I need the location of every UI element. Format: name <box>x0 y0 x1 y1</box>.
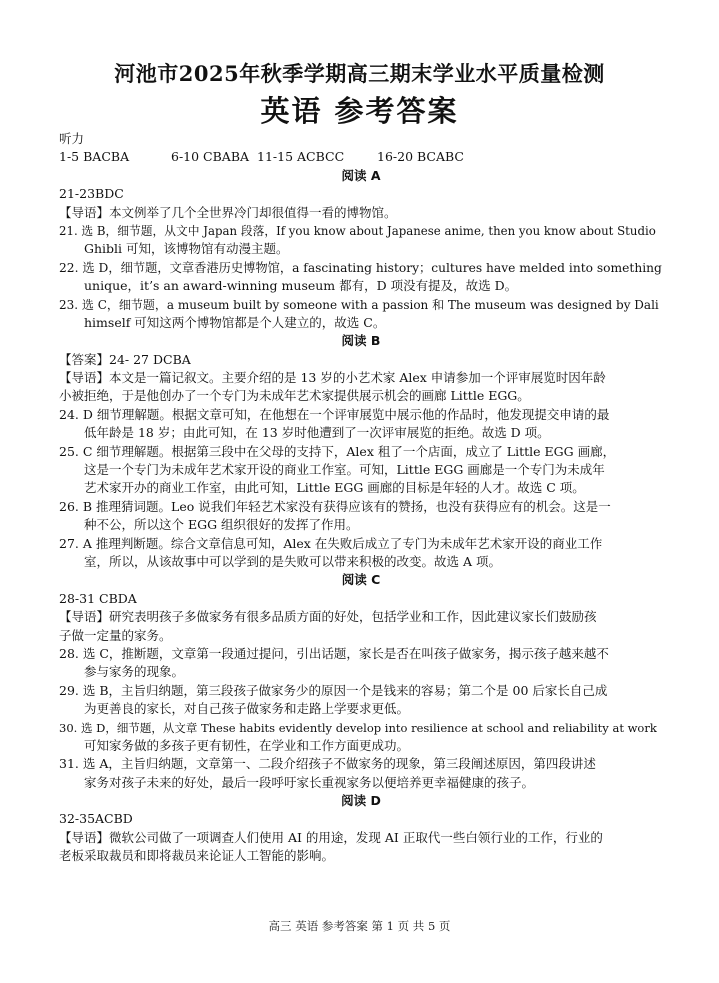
answer-explanation: 26. B 推理猜词题。Leo 说我们年轻艺术家没有获得应该有的赞扬，也没有获得应有的机会。这是一 <box>59 498 611 514</box>
section-heading: 阅读 C <box>341 572 381 588</box>
section-heading: 阅读 A <box>341 167 381 183</box>
answer-explanation-cont: 家务对孩子未来的好处，最后一段呼吁家长重视家务以便培养更幸福健康的孩子。 <box>84 774 535 790</box>
listening-answers <box>59 148 663 166</box>
page-footer: 高三 英语 参考答案 第 1 页 共 5 页 <box>268 919 451 933</box>
answer-explanation: 23. 选 C，细节题，a museum built by someone with a passion 和 The museum was designed by Dali <box>59 297 659 312</box>
answer-explanation-cont: 这是一个专门为未成年艺术家开设的商业工作室。可知，Little EGG 画廊是一个专门为未成年 <box>84 462 605 478</box>
guide-text: 【导语】本文是一篇记叙文。主要介绍的是 13 岁的小艺术家 Alex 申请参加一个评审展览时因年龄 <box>59 370 606 386</box>
section-heading: 阅读 D <box>341 793 381 809</box>
listening-group: 16-20 BCABC <box>377 149 464 165</box>
answer-key: 21-23BDC <box>59 186 124 202</box>
section-heading: 阅读 B <box>341 333 381 349</box>
answer-key: 28-31 CBDA <box>59 590 137 606</box>
answer-explanation-cont: Ghibli 可知，该博物馆有动漫主题。 <box>84 241 289 257</box>
answer-explanation: 21. 选 B，细节题，从文中 Japan 段落，If you know about Japanese anime, then you know about Studio <box>59 223 656 238</box>
answer-explanation: 31. 选 A，主旨归纳题，文章第一、二段介绍孩子不做家务的现象，第三段阐述原因，第四段讲述 <box>59 756 596 772</box>
guide-text-cont: 小被拒绝，于是他创办了一个专门为未成年艺术家提供展示机会的画廊 Little EGG。 <box>59 388 530 404</box>
answer-explanation: 27. A 推理判断题。综合文章信息可知，Alex 在失败后成立了专门为未成年艺术家开设的商业工作 <box>59 535 603 551</box>
guide-text-cont: 子做一定量的家务。 <box>59 627 172 643</box>
guide-text: 【导语】研究表明孩子多做家务有很多品质方面的好处，包括学业和工作，因此建议家长们鼓励孩 <box>59 609 597 625</box>
answer-explanation-cont: 低年龄是 18 岁；由此可知，在 13 岁时他遭到了一次评审展览的拒绝。故选 D 项。 <box>84 425 550 441</box>
answer-explanation-cont: himself 可知这两个博物馆都是个人建立的，故选 C。 <box>84 314 386 330</box>
guide-text: 【导语】微软公司做了一项调查人们使用 AI 的用途，发现 AI 正取代一些白领行业的工作，行业的 <box>59 829 603 845</box>
answer-explanation: 28. 选 C，推断题，文章第一段通过提问，引出话题，家长是否在叫孩子做家务，揭示孩子越来越不 <box>59 645 609 661</box>
answer-explanation: 22. 选 D，细节题，文章香港历史博物馆，a fascinating history；cultures have melded into something <box>59 260 662 275</box>
answer-explanation: 24. D 细节理解题。根据文章可知，在他想在一个评审展览中展示他的作品时，他发现提交申请的最 <box>59 406 610 422</box>
answer-explanation-cont: 可知家务做的多孩子更有韧性，在学业和工作方面更成功。 <box>84 737 410 753</box>
exam-title: 河池市2025年秋季学期高三期末学业水平质量检测 <box>114 61 605 86</box>
answer-explanation: 30. 选 D，细节题，从文章 These habits evidently develop into resilience at school and reliability at work <box>59 720 657 735</box>
answer-explanation: 29. 选 B，主旨归纳题，第三段孩子做家务少的原因一个是钱来的容易；第二个是 00 后家长自己成 <box>59 682 608 698</box>
listening-group: 1-5 BACBA <box>59 149 130 165</box>
answer-explanation-cont: 种不公，所以这个 EGG 组织很好的发挥了作用。 <box>84 517 359 533</box>
answer-explanation-cont: 艺术家开办的商业工作室，由此可知，Little EGG 画廊的目标是年轻的人才。故选 C 项。 <box>84 480 585 496</box>
answer-content <box>59 130 663 866</box>
answer-key-title: 英语 参考答案 <box>260 94 459 128</box>
listening-group: 11-15 ACBCC <box>257 149 345 165</box>
guide-text-cont: 老板采取裁员和即将裁员来论证人工智能的影响。 <box>59 848 335 864</box>
answer-explanation-cont: 为更善良的家长，对自己孩子做家务和走路上学要求更低。 <box>84 701 410 717</box>
answer-key: 32-35ACBD <box>59 811 133 827</box>
answer-explanation-cont: 室，所以，从该故事中可以学到的是失败可以带来积极的改变。故选 A 项。 <box>84 553 501 569</box>
answer-key: 【答案】24- 27 DCBA <box>59 351 191 367</box>
listening-label: 听力 <box>59 131 85 146</box>
answer-explanation-cont: 参与家务的现象。 <box>84 664 185 680</box>
answer-explanation-cont: unique，it’s an award-winning museum 都有，D 项没有提及，故选 D。 <box>84 278 518 294</box>
answer-explanation: 25. C 细节理解题。根据第三段中在父母的支持下，Alex 租了一个店面，成立了 Little EGG 画廊， <box>59 443 616 459</box>
listening-group: 6-10 CBABA <box>171 149 250 165</box>
guide-text: 【导语】本文例举了几个全世界冷门却很值得一看的博物馆。 <box>59 204 397 220</box>
